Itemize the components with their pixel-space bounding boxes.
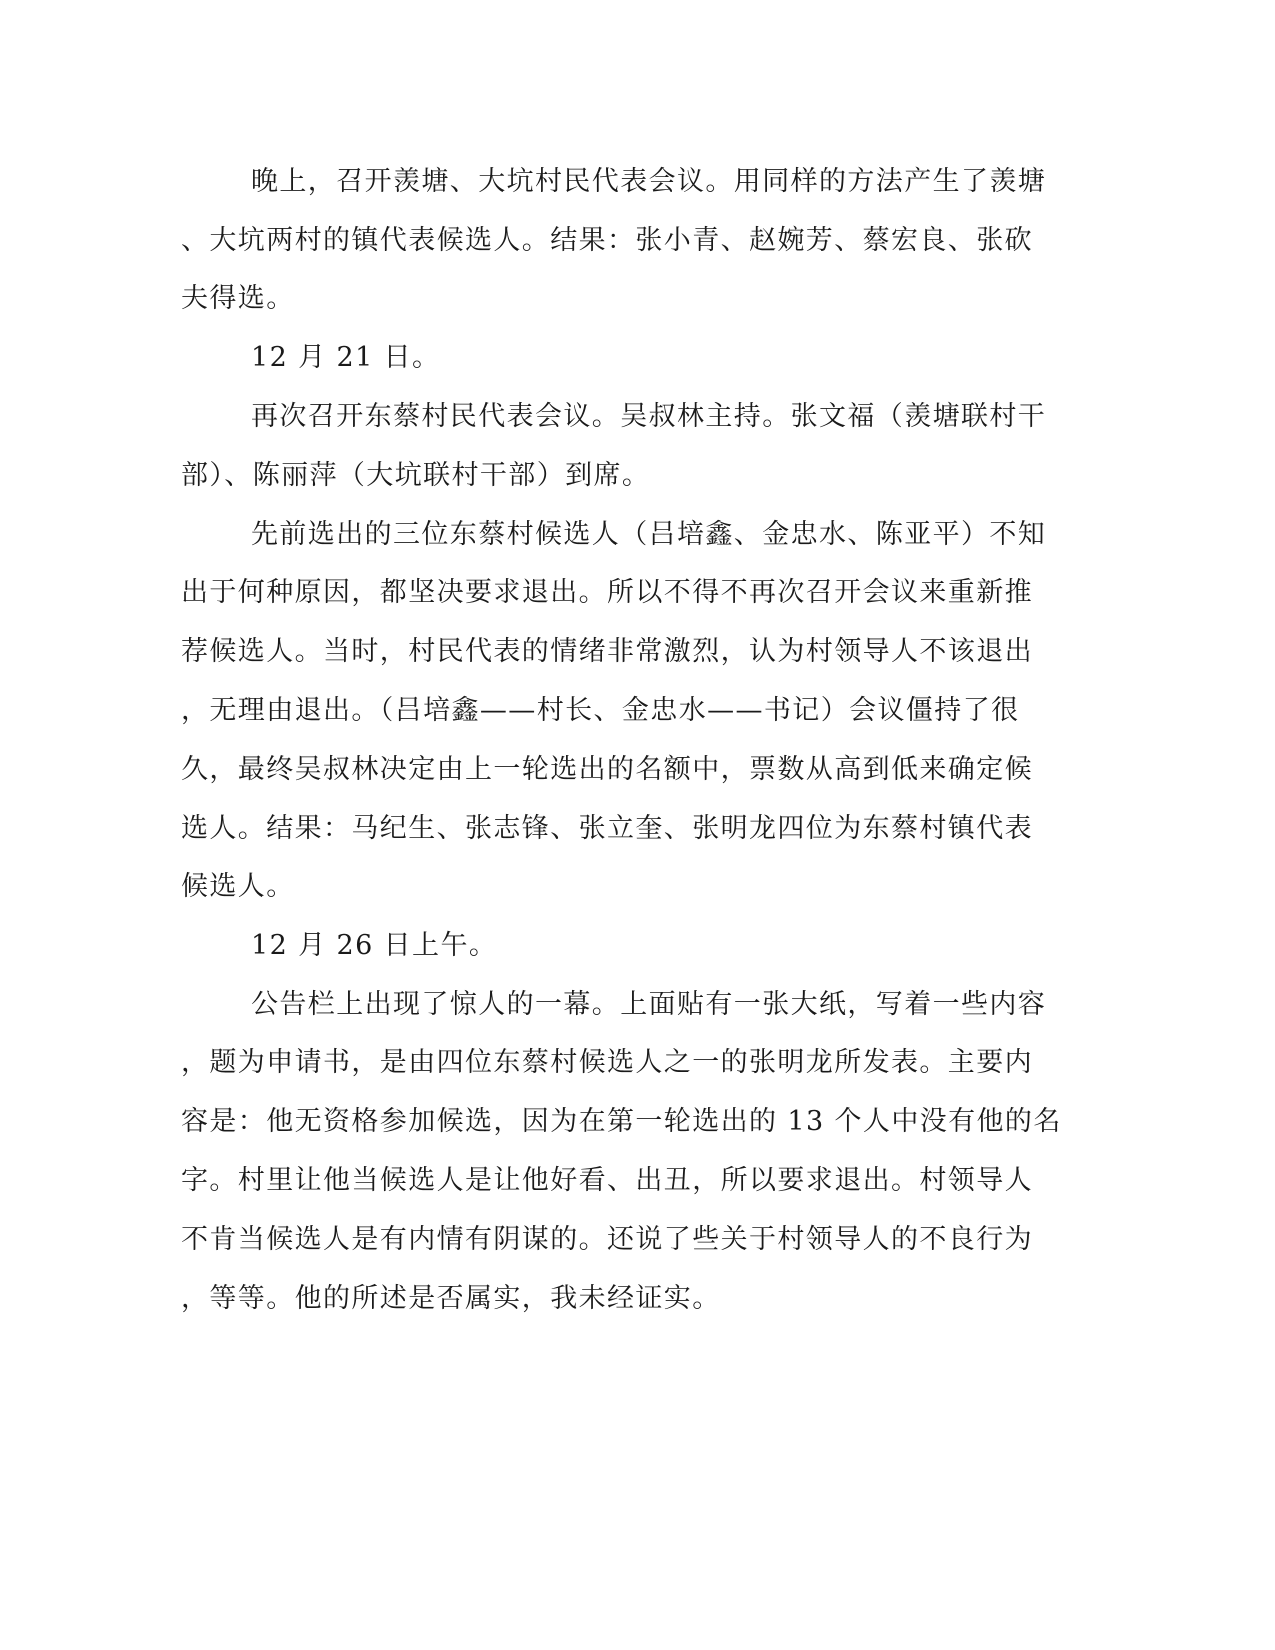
paragraph-line: ，等等。他的所述是否属实，我未经证实。 (181, 1283, 721, 1314)
paragraph-line: ，无理由退出。（吕培鑫——村长、金忠水——书记）会议僵持了很 (181, 695, 1020, 726)
paragraph-line: 夫得选。 (181, 283, 295, 314)
paragraph-line: 部）、陈丽萍（大坑联村干部）到席。 (181, 460, 651, 491)
paragraph-line: 再次召开东蔡村民代表会议。吴叔林主持。张文福（羡塘联村干 (251, 401, 1047, 432)
date-line: 12 月 26 日上午。 (251, 930, 498, 961)
paragraph-line: 晚上，召开羡塘、大坑村民代表会议。用同样的方法产生了羡塘 (251, 166, 1047, 197)
paragraph-line: 字。村里让他当候选人是让他好看、出丑，所以要求退出。村领导人 (181, 1165, 1033, 1196)
paragraph-line: 选人。结果：马纪生、张志锋、张立奎、张明龙四位为东蔡村镇代表 (181, 813, 1033, 844)
paragraph-line: 先前选出的三位东蔡村候选人（吕培鑫、金忠水、陈亚平）不知 (251, 519, 1047, 550)
paragraph-line: 、大坑两村的镇代表候选人。结果：张小青、赵婉芳、蔡宏良、张砍 (181, 225, 1033, 256)
paragraph-line: 出于何种原因，都坚决要求退出。所以不得不再次召开会议来重新推 (181, 577, 1033, 608)
date-line: 12 月 21 日。 (251, 342, 441, 373)
paragraph-line: 荐候选人。当时，村民代表的情绪非常激烈，认为村领导人不该退出 (181, 636, 1033, 667)
paragraph-line: 公告栏上出现了惊人的一幕。上面贴有一张大纸，写着一些内容 (251, 989, 1047, 1020)
paragraph-line: 不肯当候选人是有内情有阴谋的。还说了些关于村领导人的不良行为 (181, 1224, 1033, 1255)
paragraph-line: 候选人。 (181, 871, 295, 902)
paragraph-line: 久，最终吴叔林决定由上一轮选出的名额中，票数从高到低来确定候 (181, 754, 1033, 785)
paragraph-line: ，题为申请书，是由四位东蔡村候选人之一的张明龙所发表。主要内 (181, 1047, 1033, 1078)
paragraph-line: 容是：他无资格参加候选，因为在第一轮选出的 13 个人中没有他的名 (181, 1106, 1062, 1137)
